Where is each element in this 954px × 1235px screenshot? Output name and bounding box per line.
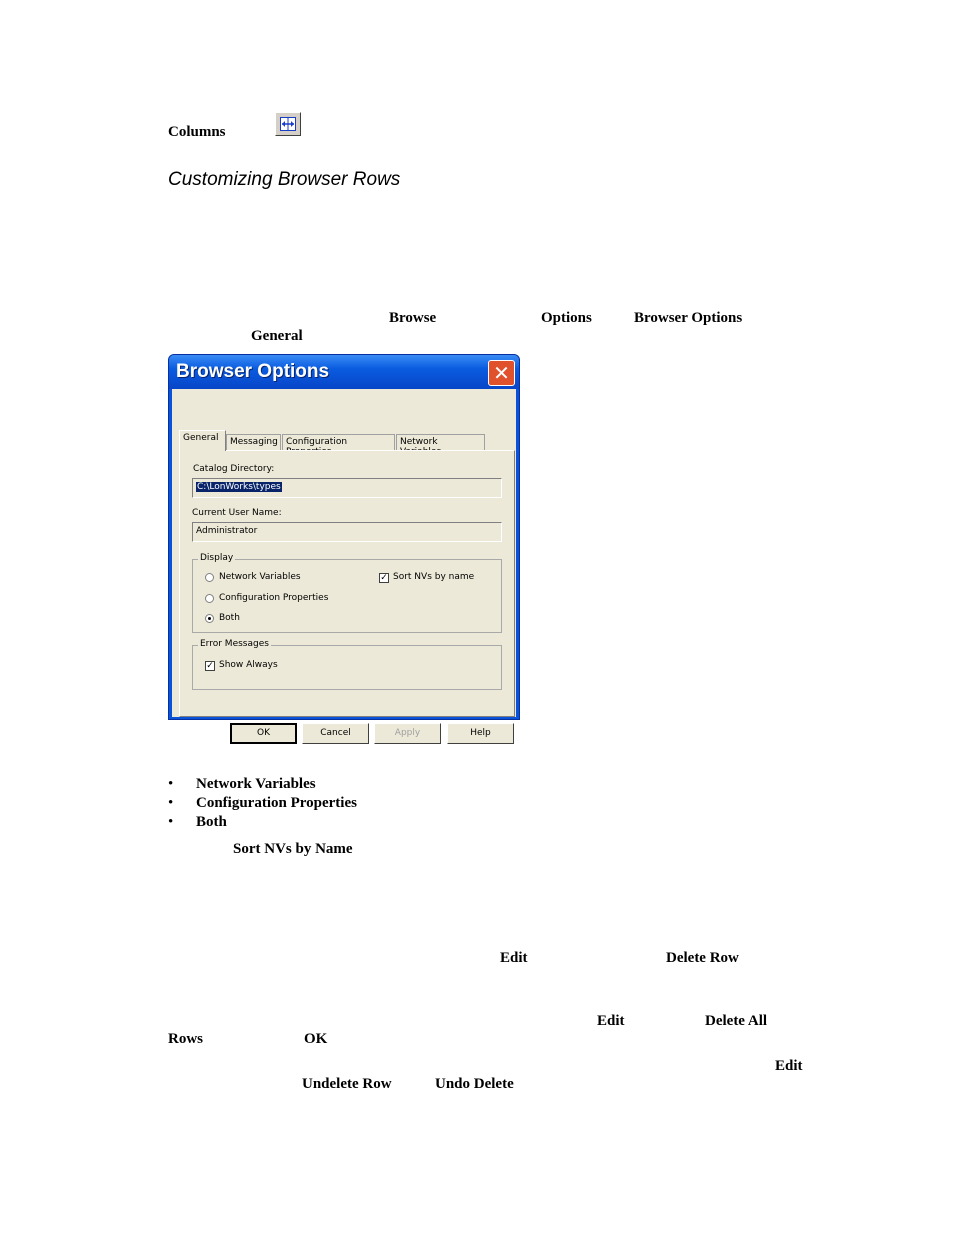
user-name-field[interactable]: Administrator <box>192 522 502 542</box>
delete-row-ref: Delete Row <box>666 950 739 966</box>
show-always-label: Show Always <box>219 660 278 670</box>
resize-columns-icon <box>275 112 301 136</box>
tab-configuration-properties[interactable]: Configuration <box>282 434 395 451</box>
dialog-client <box>172 389 516 738</box>
dialog-title: Browser Options <box>176 361 330 382</box>
user-label: Current User Name: <box>192 508 282 518</box>
close-icon[interactable]: ✕ <box>488 360 515 386</box>
show-always-checkbox[interactable]: ✓ <box>206 661 214 671</box>
error-messages-group <box>192 639 502 690</box>
dialog-titlebar <box>169 355 519 389</box>
cancel-button[interactable]: Cancel <box>302 723 369 744</box>
edit-ref-1: Edit <box>500 950 528 966</box>
columns-label: Columns <box>168 124 226 140</box>
undo-delete-ref: Undo Delete <box>435 1076 514 1092</box>
help-button[interactable]: Help <box>447 723 514 744</box>
catalog-directory-value: C:\LonWorks\types <box>197 482 281 492</box>
edit-ref-2: Edit <box>597 1013 625 1029</box>
browser-options-dialog <box>168 354 520 738</box>
error-messages-label: Error Messages <box>200 639 269 649</box>
section-heading: Customizing Browser Rows <box>168 169 401 190</box>
sort-nvs-label: Sort NVs by name <box>393 572 475 582</box>
radio-configuration-properties[interactable] <box>205 594 214 603</box>
ok-button[interactable]: OK <box>230 723 297 744</box>
list-item: • Configuration Properties <box>168 795 357 811</box>
apply-button[interactable]: Apply <box>374 723 441 744</box>
radio-both[interactable] <box>205 614 214 623</box>
browser-options-ref: Browser Options <box>634 310 743 326</box>
browse-ref: Browse <box>389 310 437 326</box>
display-group-label: Display <box>200 553 234 563</box>
delete-all-ref: Delete All <box>705 1013 768 1029</box>
tab-general[interactable]: General <box>179 430 226 451</box>
display-group <box>192 553 502 633</box>
radio-network-variables-label: Network Variables <box>219 572 301 582</box>
sort-nvs-checkbox[interactable]: ✓ <box>380 573 388 583</box>
delete-all-rows-ref: Rows <box>168 1031 204 1047</box>
undelete-row-ref: Undelete Row <box>302 1076 392 1092</box>
general-ref: General <box>251 328 303 344</box>
list-item: • Network Variables <box>168 776 316 792</box>
list-item: • Both <box>168 814 227 830</box>
radio-network-variables[interactable] <box>205 573 214 582</box>
ok-ref: OK <box>304 1031 328 1047</box>
general-panel <box>179 450 515 717</box>
tab-network-variables[interactable]: Network <box>396 434 485 451</box>
options-ref: Options <box>541 310 592 326</box>
catalog-directory-field[interactable] <box>192 478 502 498</box>
sort-nvs-ref: Sort NVs by Name <box>233 841 353 857</box>
edit-ref-3: Edit <box>775 1058 803 1074</box>
catalog-label: Catalog Directory: <box>193 464 275 474</box>
radio-configuration-properties-label: Configuration Properties <box>219 593 329 603</box>
radio-both-label: Both <box>219 613 240 623</box>
tab-messaging[interactable]: Messaging <box>226 434 281 451</box>
